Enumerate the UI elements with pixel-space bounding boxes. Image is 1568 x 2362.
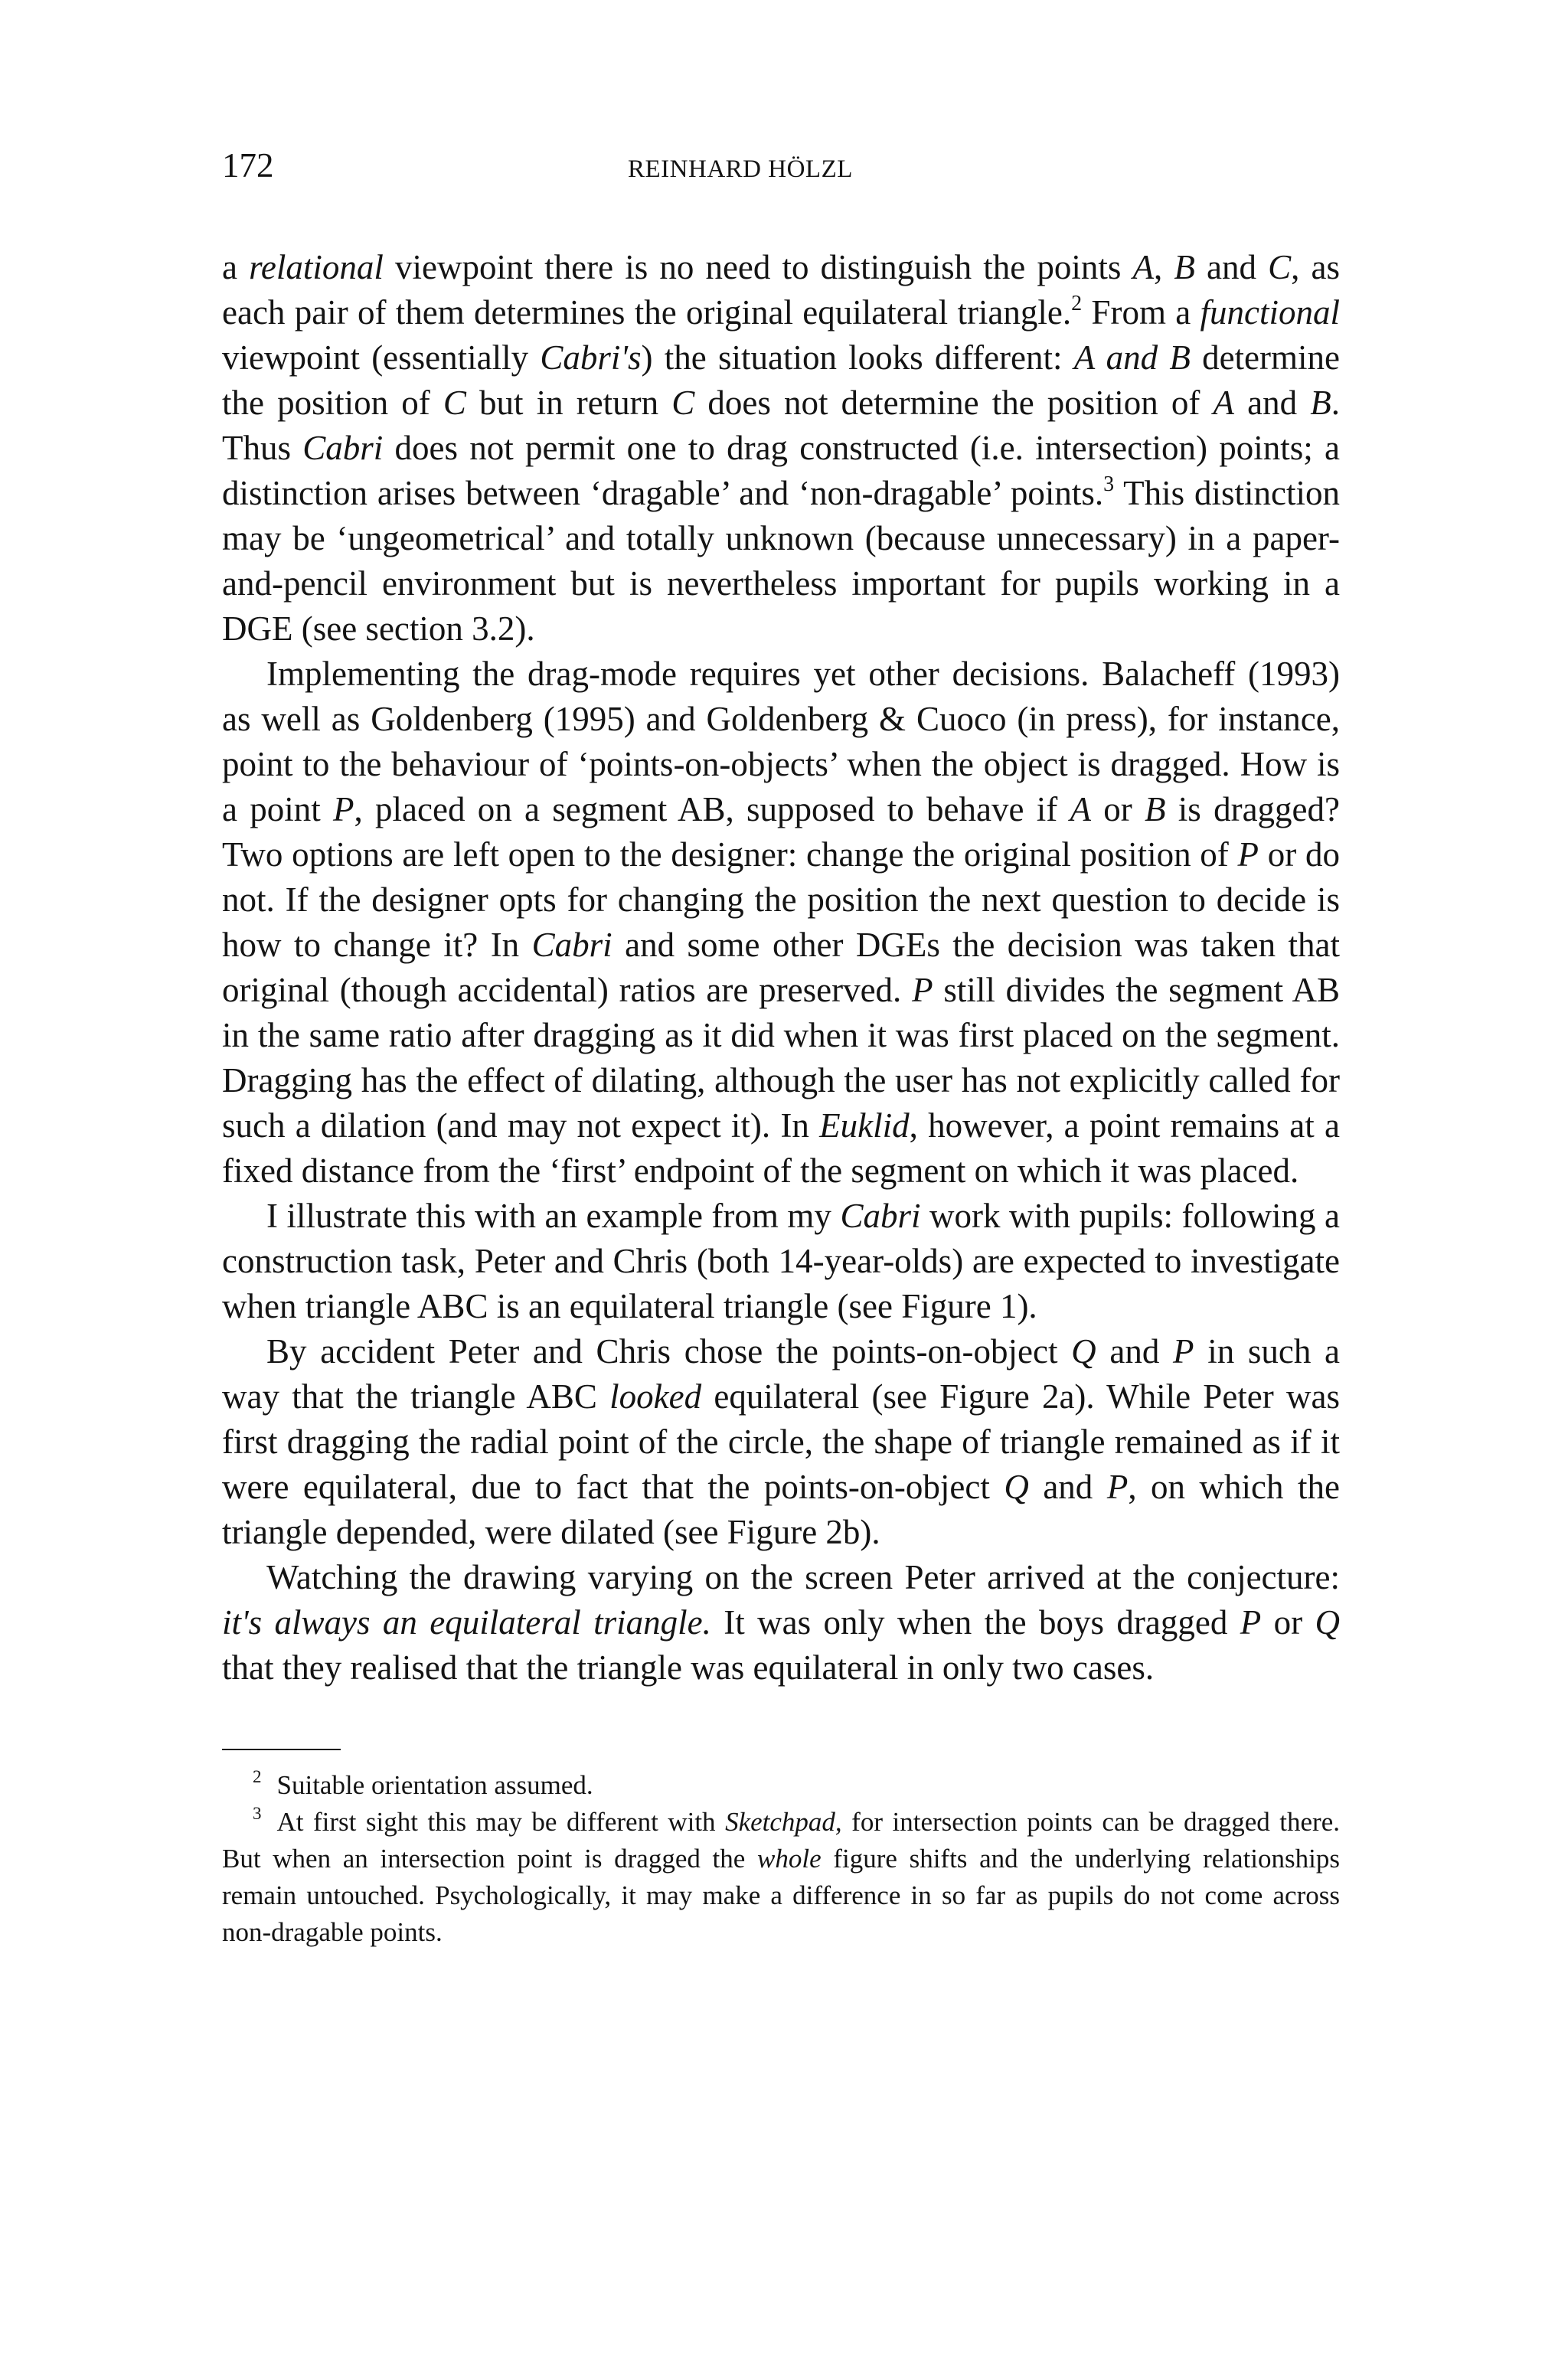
body-text [222,245,1340,1691]
footnotes [222,1767,1340,1951]
footnote-2: $^2$ Suitable orientation assumed. [253,1767,593,1800]
page [222,145,1340,1951]
page-header [222,145,1340,199]
footnote-marker-3[interactable]: 3 [1103,472,1115,496]
paragraph-5: Watching the drawing varying on the screen Peter arrived at the conjecture: it's always an equilateral triangle. It was only when the boys dragged P or Q that they realised that the triangle was equilateral in only two cases. [222,1558,1340,1687]
footnote-number-3: 3 [253,1804,262,1823]
paragraph-1: a relational viewpoint there is no need to distinguish the points A, B and C, as each pair of them determines the original equilateral triangle.$^2$ From a functional viewpoint (essentially Cabri's) the situation looks different: A and B determine the position of C but in return C does not determine the position of A and B. Thus Cabri does not permit one to drag constructed (i.e. intersection) points; a distinction arises between ‘dragable’ and ‘non-dragable’ points.$^3$ This distinction may be ‘ungeometrical’ and totally unknown (because unnecessary) in a paper-and-pencil environment but is nevertheless important for pupils working in a DGE (see section 3.2). [222,248,1340,648]
page-number: 172 [222,146,274,185]
footnote-divider [222,1749,341,1750]
paragraph-3: I illustrate this with an example from my Cabri work with pupils: following a construction task, Peter and Chris (both 14-year-olds) are expected to investigate when triangle ABC is an equilateral triangle (see Figure 1). [222,1197,1340,1325]
footnote-3: $^3$ At first sight this may be different with Sketchpad, for intersection points can be dragged there. But when an intersection point is dragged the whole figure shifts and the underlying relationships remain untouched. Psychologically, it may make a difference in so far as pupils do not come across non-dragable points. [222,1804,1340,1947]
paragraph-2: Implementing the drag-mode requires yet other decisions. Balacheff (1993) as well as Goldenberg (1995) and Goldenberg & Cuoco (in press), for instance, point to the behaviour of ‘points-on-objects’ when the object is dragged. How is a point P, placed on a segment AB, supposed to behave if A or B is dragged? Two options are left open to the designer: change the original position of P or do not. If the designer opts for changing the position the next question to decide is how to change it? In Cabri and some other DGEs the decision was taken that original (though accidental) ratios are preserved. P still divides the segment AB in the same ratio after dragging as it did when it was first placed on the segment. Dragging has the effect of dilating, although the user has not explicitly called for such a dilation (and may not expect it). In Euklid, however, a point remains at a fixed distance from the ‘first’ endpoint of the segment on which it was placed. [222,655,1341,1190]
footnote-marker-2[interactable]: 2 [1071,292,1083,315]
paragraph-4: By accident Peter and Chris chose the points-on-object Q and P in such a way that the triangle ABC looked equilateral (see Figure 2a). While Peter was first dragging the radial point of the circle, the shape of triangle remained as if it were equilateral, due to fact that the points-on-object Q and P, on which the triangle depended, were dilated (see Figure 2b). [222,1332,1341,1551]
running-head: REINHARD HÖLZL [628,155,853,183]
footnote-number-2: 2 [253,1767,262,1786]
